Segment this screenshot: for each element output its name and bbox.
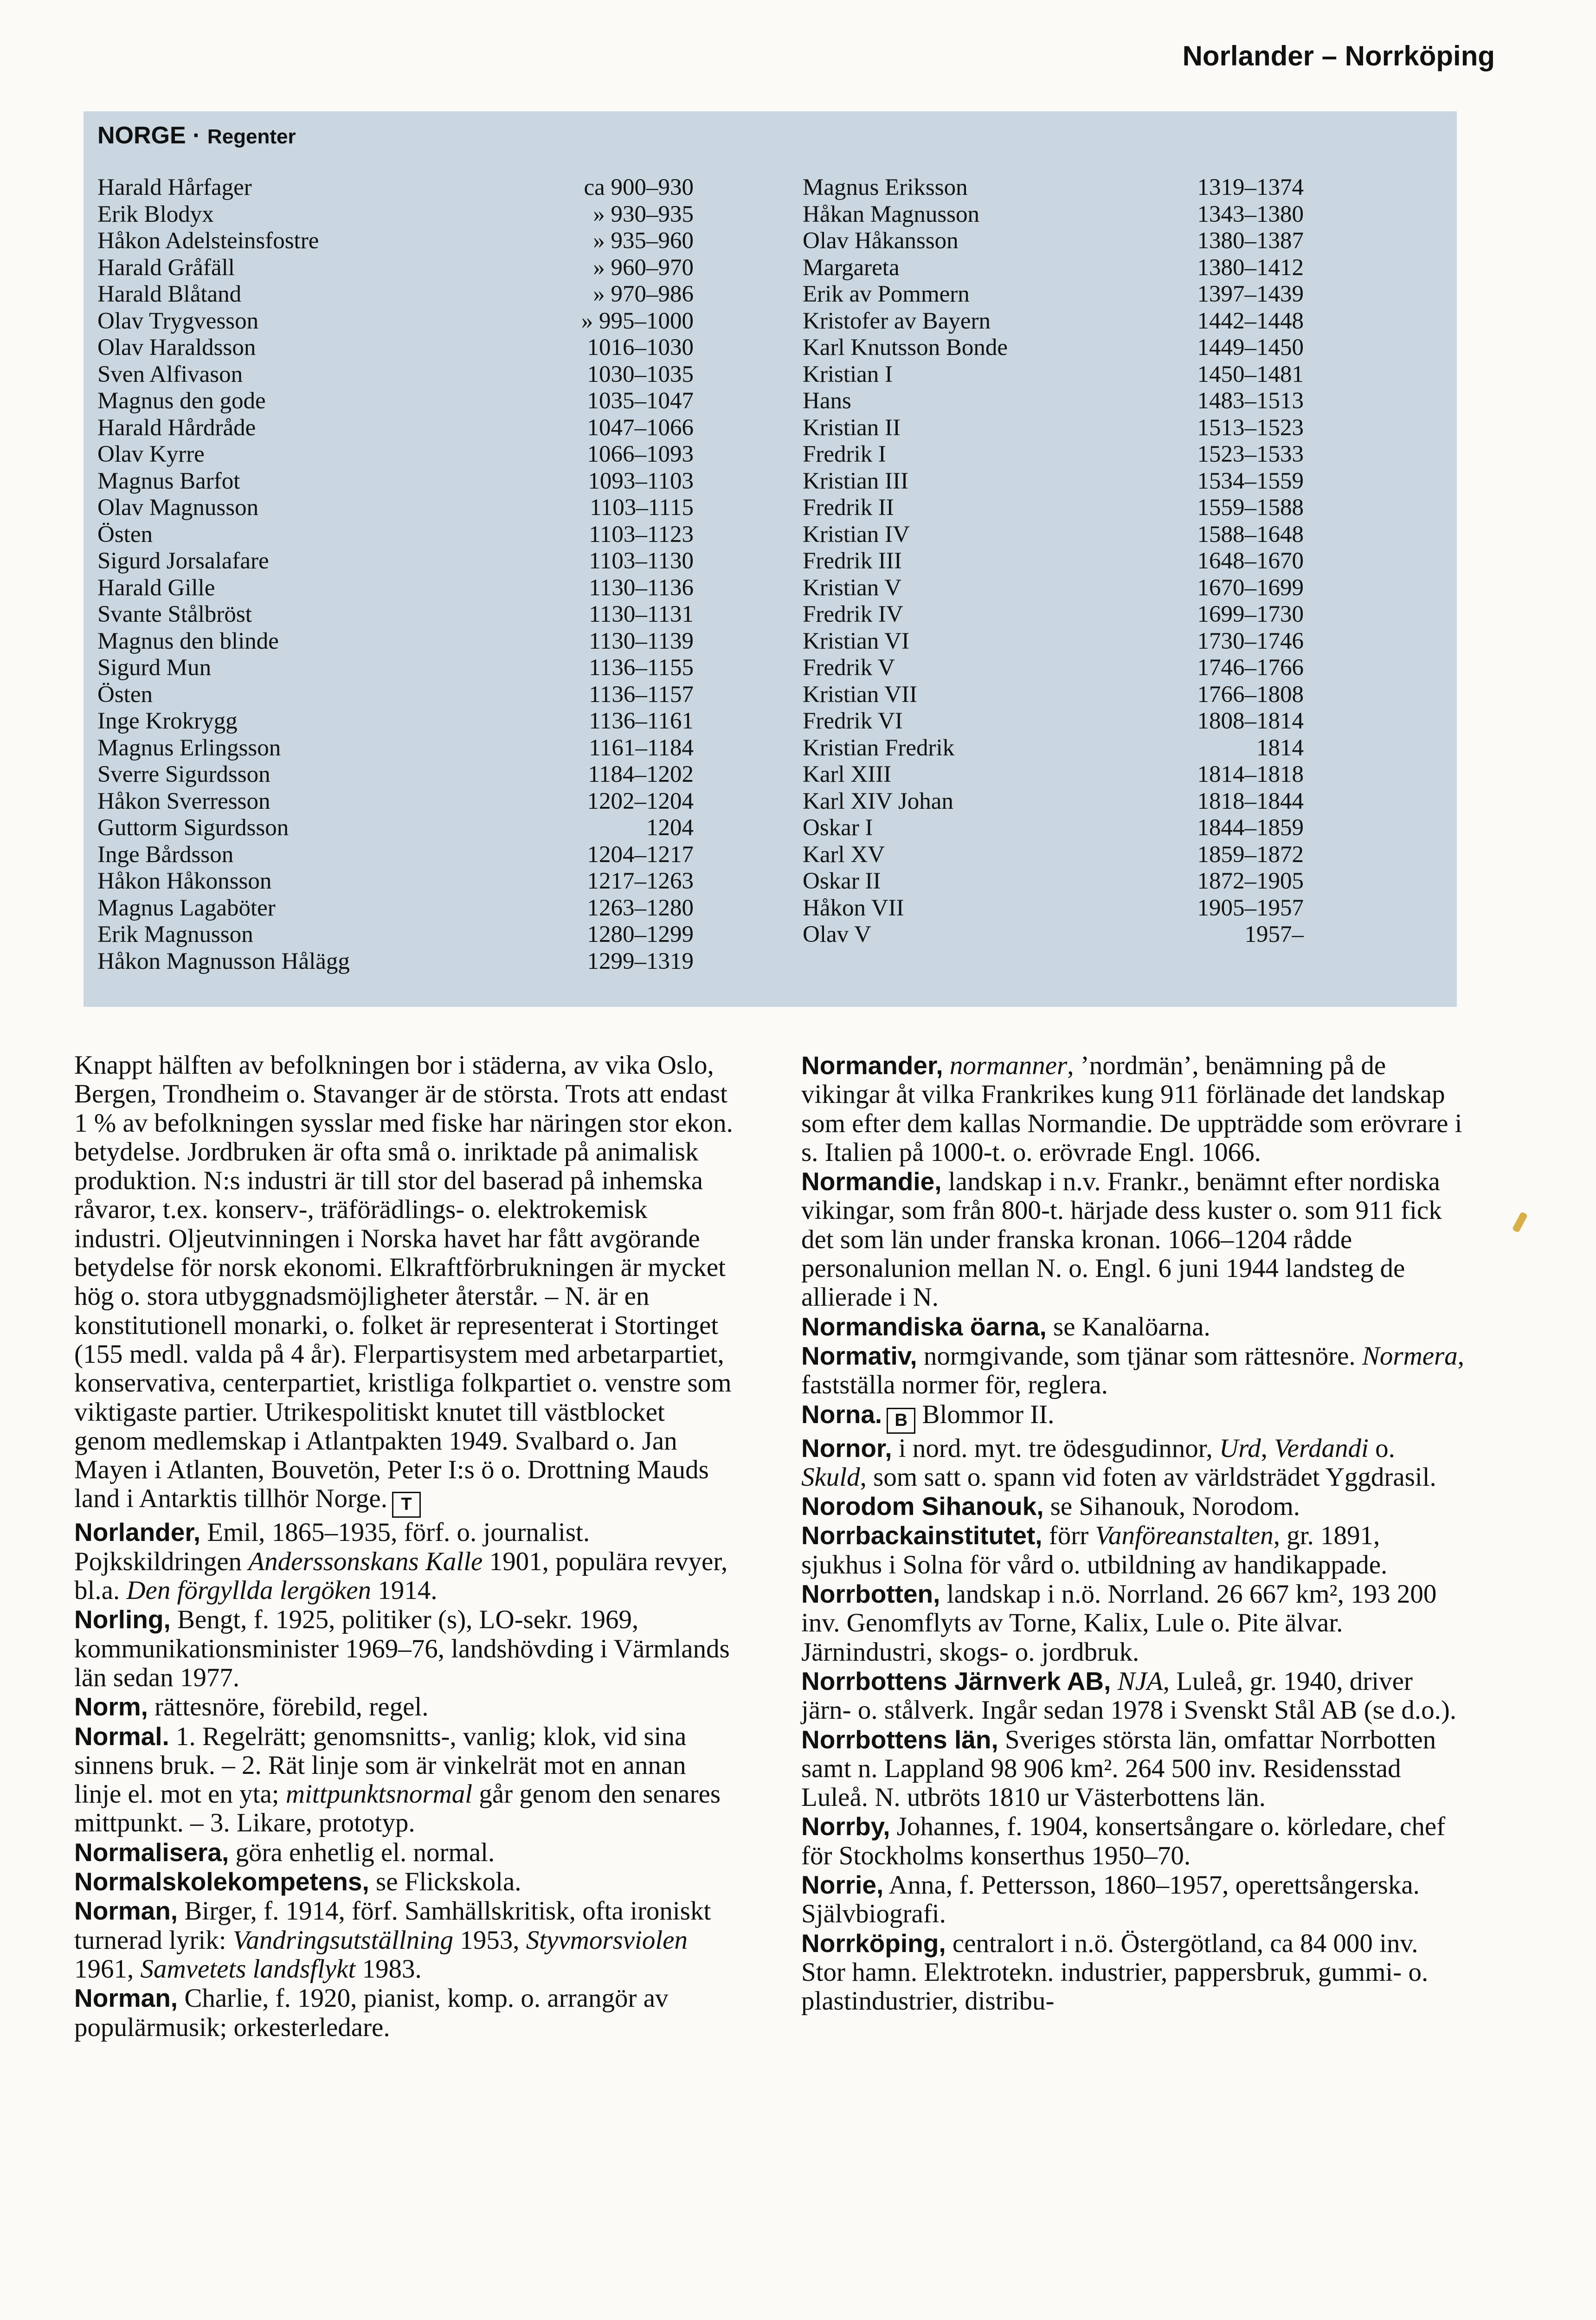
- regent-name: Harald Blåtand: [97, 281, 242, 307]
- regent-name: Fredrik I: [803, 441, 886, 467]
- dictionary-entry: [74, 1518, 738, 1605]
- dictionary-entry: [74, 1692, 738, 1721]
- entry-headword: Norman,: [74, 1896, 178, 1926]
- dictionary-entry: [74, 1867, 738, 1896]
- dictionary-entry: [801, 1492, 1465, 1521]
- regent-period: 1136–1157: [589, 681, 694, 708]
- entry-text: 1953,: [453, 1925, 526, 1955]
- dictionary-entry: [74, 1984, 738, 2042]
- text-column-right: [801, 1051, 1465, 2016]
- regent-period: 1588–1648: [1197, 521, 1304, 548]
- regent-period: 1263–1280: [587, 895, 694, 921]
- regent-name: Håkon Sverresson: [97, 788, 270, 814]
- regent-period: 1380–1387: [1197, 228, 1304, 254]
- regent-name: Guttorm Sigurdsson: [97, 815, 289, 841]
- entry-italic: Normera: [1362, 1341, 1458, 1371]
- regent-period: 1343–1380: [1197, 201, 1304, 227]
- regent-name: Inge Bårdsson: [97, 841, 234, 868]
- dictionary-entry: [801, 1400, 1465, 1434]
- regent-name: Håkon Håkonsson: [97, 868, 272, 894]
- regent-row: [803, 708, 1304, 735]
- regent-name: Erik Magnusson: [97, 922, 253, 947]
- regent-name: Margareta: [803, 254, 900, 281]
- regent-name: Karl XIII: [803, 761, 892, 787]
- regent-row: [803, 255, 1304, 282]
- regent-period: 1449–1450: [1197, 335, 1304, 361]
- dictionary-entry: [801, 1341, 1465, 1400]
- regent-row: [803, 922, 1304, 948]
- entry-text: 1914.: [371, 1576, 438, 1605]
- regent-name: Kristofer av Bayern: [803, 308, 991, 334]
- regent-row: [803, 308, 1304, 335]
- regent-row: [803, 895, 1304, 922]
- regent-row: [97, 708, 694, 735]
- regent-name: Svante Stålbröst: [97, 601, 252, 627]
- entry-text: landskap i n.v. Frankr., benämnt efter nordiska vikingar, som från 800-t. härjade dess kuster o. som 911 fick det som län under franska kronan. 1066–1204 rådde personalunion mellan N. o. Engl. 6 juni 1944 landsteg de allierade i N.: [801, 1167, 1442, 1312]
- regent-name: Håkon Magnusson Hålägg: [97, 948, 350, 974]
- margin-mark: [1512, 1212, 1528, 1233]
- regent-row: [803, 601, 1304, 628]
- regent-period: » 960–970: [593, 254, 694, 281]
- regent-name: Kristian VI: [803, 628, 909, 654]
- regent-name: Olav Haraldsson: [97, 335, 256, 361]
- regent-name: Håkan Magnusson: [803, 201, 980, 227]
- entry-headword: Normativ,: [801, 1341, 917, 1370]
- regent-name: Magnus Erlingsson: [97, 735, 281, 761]
- entry-text: [1111, 1667, 1117, 1696]
- regent-period: » 930–935: [593, 201, 694, 227]
- regent-period: 1217–1263: [587, 868, 694, 894]
- regent-row: [97, 735, 694, 762]
- regent-row: [803, 174, 1304, 201]
- regent-period: 1957–: [1244, 922, 1304, 947]
- entry-headword: Norman,: [74, 1984, 178, 2013]
- dictionary-entry: [801, 1667, 1465, 1725]
- regent-row: [97, 495, 694, 522]
- regent-name: Karl Knutsson Bonde: [803, 335, 1008, 361]
- entry-italic: Den förgyllda lergöken: [126, 1576, 372, 1605]
- regent-period: 1523–1533: [1197, 441, 1304, 467]
- dictionary-entry: [74, 1722, 738, 1838]
- regent-name: Kristian IV: [803, 521, 910, 548]
- regent-row: [97, 468, 694, 495]
- entry-text: Charlie, f. 1920, pianist, komp. o. arrangör av populärmusik; orkesterledare.: [74, 1984, 669, 2042]
- entry-italic: Skuld: [801, 1462, 860, 1492]
- regent-row: [803, 735, 1304, 762]
- entry-text: , Luleå, gr. 1940, driver järn- o. stålverk. Ingår sedan 1978 i Svenskt Stål AB (se d.o.).: [801, 1666, 1457, 1725]
- entry-text: Emil, 1865–1935, förf. o. journalist. Pojkskildringen: [74, 1518, 590, 1576]
- entry-italic: normanner: [949, 1051, 1068, 1080]
- regent-row: [97, 895, 694, 922]
- regent-row: [803, 842, 1304, 869]
- regent-row: [97, 761, 694, 788]
- dictionary-entry: [74, 1838, 738, 1867]
- entry-text: rättesnöre, förebild, regel.: [148, 1692, 429, 1722]
- dictionary-entry: [801, 1929, 1465, 2016]
- regent-period: 1202–1204: [587, 788, 694, 814]
- regent-period: 1534–1559: [1197, 468, 1304, 494]
- regent-name: Kristian I: [803, 361, 893, 387]
- entry-headword: Norling,: [74, 1605, 171, 1634]
- regent-period: 1670–1699: [1197, 574, 1304, 601]
- entry-italic: Verdandi: [1274, 1433, 1369, 1463]
- dictionary-entry: [801, 1725, 1465, 1812]
- regent-period: 1808–1814: [1197, 708, 1304, 734]
- dictionary-entry: [801, 1812, 1465, 1870]
- entry-headword: Normalisera,: [74, 1837, 229, 1867]
- regent-period: 1844–1859: [1197, 815, 1304, 841]
- entry-text: 1961,: [74, 1954, 141, 1984]
- entry-text: förr: [1042, 1521, 1095, 1551]
- entry-text: går genom den senares mittpunkt. – 3. Likare, prototyp.: [74, 1779, 721, 1838]
- regent-row: [803, 868, 1304, 895]
- entry-text: se Flickskola.: [369, 1867, 521, 1897]
- regent-name: Sigurd Mun: [97, 655, 212, 681]
- regent-row: [97, 415, 694, 442]
- regent-period: 1030–1035: [587, 361, 694, 387]
- regent-period: 1746–1766: [1197, 655, 1304, 681]
- regent-name: Fredrik VI: [803, 708, 903, 734]
- regent-period: 1103–1123: [589, 521, 694, 548]
- entry-headword: Normalskolekompetens,: [74, 1867, 369, 1896]
- regent-name: Karl XIV Johan: [803, 788, 953, 814]
- regent-period: 1204–1217: [587, 841, 694, 868]
- regent-period: 1483–1513: [1197, 388, 1304, 414]
- entry-headword: Norrby,: [801, 1812, 890, 1841]
- regent-period: 1559–1588: [1197, 495, 1304, 521]
- regent-row: [97, 815, 694, 842]
- norge-article-continuation: [74, 1051, 738, 1518]
- entries-left: [74, 1518, 738, 2042]
- regent-period: 1648–1670: [1197, 548, 1304, 574]
- regent-row: [97, 522, 694, 548]
- regent-row: [803, 361, 1304, 388]
- entry-text: se Sihanouk, Norodom.: [1043, 1492, 1300, 1521]
- regent-name: Fredrik II: [803, 495, 894, 521]
- regent-period: 1442–1448: [1197, 308, 1304, 334]
- regent-row: [803, 228, 1304, 255]
- regent-name: Harald Gråfäll: [97, 254, 235, 281]
- regent-period: 1814–1818: [1197, 761, 1304, 787]
- indicator-t-icon: T: [392, 1492, 421, 1518]
- entry-headword: Normandie,: [801, 1167, 942, 1196]
- regent-name: Oskar I: [803, 815, 873, 841]
- regent-name: Harald Gille: [97, 574, 215, 601]
- regent-period: 1161–1184: [589, 735, 694, 761]
- dictionary-entry: [801, 1521, 1465, 1579]
- regent-row: [97, 255, 694, 282]
- regent-row: [97, 655, 694, 682]
- regent-name: Harald Hårfager: [97, 174, 252, 200]
- dictionary-entry: [74, 1896, 738, 1984]
- regent-row: [97, 308, 694, 335]
- regent-name: Sigurd Jorsalafare: [97, 548, 269, 574]
- entry-text: , gr. 1891, sjukhus i Solna för vård o. utbildning av handikappade.: [801, 1521, 1388, 1579]
- regent-period: 1136–1161: [589, 708, 694, 734]
- regents-list-right: [803, 174, 1304, 948]
- regent-row: [803, 468, 1304, 495]
- regent-row: [803, 388, 1304, 415]
- regent-period: 1093–1103: [588, 468, 694, 494]
- regent-name: Fredrik V: [803, 655, 895, 681]
- entry-text: Johannes, f. 1904, konsertsångare o. körledare, chef för Stockholms konserthus 1950–70.: [801, 1812, 1446, 1870]
- regent-row: [803, 281, 1304, 308]
- regent-name: Kristian VII: [803, 681, 917, 708]
- regent-period: 1513–1523: [1197, 414, 1304, 441]
- entry-text: , ’nordmän’, benämning på de vikingar åt vilka Frankrikes kung 911 förlänade det landskap som efter dem kallas Normandie. De uppträdde som erövrare i s. Italien på 1000-t. o. erövrade Engl. 1066.: [801, 1051, 1462, 1167]
- regent-period: 1130–1136: [589, 574, 694, 601]
- regents-country: NORGE: [97, 122, 186, 149]
- regent-name: Olav Trygvesson: [97, 308, 259, 334]
- dictionary-entry: [801, 1051, 1465, 1167]
- regent-period: 1016–1030: [587, 335, 694, 361]
- regent-period: 1184–1202: [588, 761, 694, 787]
- regent-name: Kristian II: [803, 414, 901, 441]
- regent-period: 1204: [646, 815, 694, 841]
- entry-text: o.: [1368, 1433, 1395, 1463]
- regent-row: [97, 281, 694, 308]
- regent-period: 1814: [1256, 735, 1304, 761]
- entry-headword: Norm,: [74, 1692, 148, 1721]
- regent-row: [97, 335, 694, 361]
- entry-italic: Anderssonskans Kalle: [248, 1547, 483, 1576]
- regent-name: Inge Krokrygg: [97, 708, 238, 734]
- regent-name: Östen: [97, 521, 153, 548]
- regent-row: [803, 548, 1304, 575]
- regent-name: Olav Kyrre: [97, 441, 205, 467]
- entry-headword: Norodom Sihanouk,: [801, 1492, 1044, 1521]
- dictionary-entry: [801, 1579, 1465, 1667]
- regent-row: [97, 842, 694, 869]
- entry-headword: Norna.: [801, 1399, 882, 1429]
- entry-italic: mittpunktsnormal: [285, 1779, 473, 1809]
- regent-period: 1905–1957: [1197, 895, 1304, 921]
- regent-name: Harald Hårdråde: [97, 414, 256, 441]
- regents-list-left: [97, 174, 694, 975]
- entry-headword: Norrbackainstitutet,: [801, 1521, 1043, 1550]
- entry-text: landskap i n.ö. Norrland. 26 667 km², 193 200 inv. Genomflyts av Torne, Kalix, Lule o. Pite älvar. Järnindustri, skogs- o. jordbruk.: [801, 1579, 1437, 1667]
- regent-row: [803, 655, 1304, 682]
- regent-name: Sven Alfivason: [97, 361, 243, 387]
- regent-name: Magnus Lagaböter: [97, 895, 276, 921]
- entry-italic: NJA: [1117, 1666, 1163, 1696]
- regent-row: [803, 522, 1304, 548]
- regent-row: [97, 628, 694, 655]
- entry-text: 1901, populära revyer, bl.a.: [74, 1547, 728, 1605]
- regent-name: Olav Magnusson: [97, 495, 259, 521]
- entry-headword: Normander,: [801, 1051, 943, 1080]
- regent-row: [97, 361, 694, 388]
- regent-name: Östen: [97, 681, 153, 708]
- regent-period: 1047–1066: [587, 414, 694, 441]
- text-column-left: [74, 1051, 738, 2042]
- entry-text: Birger, f. 1914, förf. Samhällskritisk, ofta ironiskt turnerad lyrik:: [74, 1896, 711, 1955]
- regent-name: Olav V: [803, 922, 871, 947]
- regent-period: 1699–1730: [1197, 601, 1304, 627]
- regent-row: [97, 388, 694, 415]
- regent-row: [803, 788, 1304, 815]
- regent-row: [803, 441, 1304, 468]
- regent-name: Oskar II: [803, 868, 881, 894]
- dictionary-entry: [801, 1434, 1465, 1492]
- entry-text: [943, 1051, 950, 1080]
- regent-row: [97, 948, 694, 975]
- regent-period: » 970–986: [593, 281, 694, 307]
- regent-period: 1130–1131: [589, 601, 694, 627]
- regent-name: Kristian Fredrik: [803, 735, 955, 761]
- regent-row: [97, 788, 694, 815]
- regent-name: Magnus Eriksson: [803, 174, 968, 200]
- regent-name: Magnus Barfot: [97, 468, 240, 494]
- entries-right: [801, 1051, 1465, 2016]
- regent-period: 1130–1139: [589, 628, 694, 654]
- regent-period: 1299–1319: [587, 948, 694, 974]
- regent-name: Erik av Pommern: [803, 281, 970, 307]
- regent-row: [803, 575, 1304, 602]
- entry-text: Bengt, f. 1925, politiker (s), LO-sekr. 1969, kommunikationsminister 1969–76, landshövding i Värmlands län sedan 1977.: [74, 1605, 730, 1692]
- entry-text: 1. Regelrätt; genomsnitts-, vanlig; klok, vid sina sinnens bruk. – 2. Rät linje som är vinkelrät mot en annan linje el. mot en yta;: [74, 1721, 687, 1809]
- regents-separator: ·: [193, 122, 201, 149]
- regents-subtitle: Regenter: [207, 125, 296, 148]
- running-head: Norlander – Norrköping: [1182, 40, 1495, 71]
- entry-text: , som satt o. spann vid foten av världsträdet Yggdrasil.: [860, 1462, 1436, 1492]
- regents-box: [84, 111, 1457, 1007]
- entry-text: Anna, f. Pettersson, 1860–1957, operettsångerska. Självbiografi.: [801, 1870, 1420, 1929]
- regent-name: Kristian V: [803, 574, 901, 601]
- regent-period: 1380–1412: [1197, 254, 1304, 281]
- regent-name: Magnus den gode: [97, 388, 266, 414]
- entry-headword: Norrbottens län,: [801, 1725, 998, 1754]
- regent-row: [803, 335, 1304, 361]
- regent-row: [97, 548, 694, 575]
- entry-text: Blommor II.: [915, 1399, 1055, 1429]
- entry-italic: Styvmorsviolen: [526, 1925, 688, 1955]
- regent-name: Magnus den blinde: [97, 628, 279, 654]
- indicator-b-icon: B: [887, 1408, 915, 1434]
- entry-headword: Normal.: [74, 1721, 169, 1751]
- regent-row: [803, 815, 1304, 842]
- regent-row: [803, 682, 1304, 709]
- regent-period: 1818–1844: [1197, 788, 1304, 814]
- entry-headword: Normandiska öarna,: [801, 1312, 1047, 1341]
- entry-headword: Norrie,: [801, 1870, 884, 1900]
- entry-text: 1983.: [355, 1954, 422, 1984]
- regent-row: [97, 575, 694, 602]
- entry-text: i nord. myt. tre ödesgudinnor,: [892, 1433, 1219, 1463]
- dictionary-entry: [801, 1312, 1465, 1341]
- regent-name: Fredrik IV: [803, 601, 903, 627]
- regent-name: Håkon Adelsteinsfostre: [97, 228, 319, 254]
- regent-period: 1730–1746: [1197, 628, 1304, 654]
- regent-row: [97, 201, 694, 228]
- regent-row: [97, 601, 694, 628]
- regent-period: 1103–1130: [589, 548, 694, 574]
- entry-headword: Norrbottens Järnverk AB,: [801, 1666, 1111, 1695]
- regent-row: [97, 682, 694, 709]
- regent-name: Kristian III: [803, 468, 909, 494]
- regent-row: [803, 415, 1304, 442]
- entry-text: centralort i n.ö. Östergötland, ca 84 000 inv. Stor hamn. Elektrotekn. industrier, pappersbruk, gummi- o. plastindustrier, distribu-: [801, 1928, 1429, 2016]
- regent-row: [803, 201, 1304, 228]
- regent-period: 1136–1155: [589, 655, 694, 681]
- regent-row: [97, 868, 694, 895]
- regent-period: ca 900–930: [584, 174, 694, 200]
- entry-text: Sveriges största län, omfattar Norrbotten samt n. Lappland 98 906 km². 264 500 inv. Residensstad Luleå. N. utbröts 1810 ur Västerbottens län.: [801, 1725, 1436, 1812]
- regent-row: [97, 228, 694, 255]
- regent-row: [803, 495, 1304, 522]
- regent-row: [803, 628, 1304, 655]
- entry-italic: Urd: [1219, 1433, 1261, 1463]
- regent-period: 1035–1047: [587, 388, 694, 414]
- entry-italic: Vanföreanstalten: [1095, 1521, 1274, 1551]
- entry-text: ,: [1261, 1433, 1274, 1463]
- regent-row: [97, 174, 694, 201]
- regent-period: 1397–1439: [1197, 281, 1304, 307]
- regent-period: 1103–1115: [590, 495, 694, 521]
- entry-text: , fastställa normer för, reglera.: [801, 1341, 1464, 1400]
- entry-headword: Nornor,: [801, 1433, 892, 1463]
- regent-period: 1872–1905: [1197, 868, 1304, 894]
- regents-title: [97, 122, 296, 149]
- regent-row: [97, 922, 694, 948]
- dictionary-entry: [801, 1167, 1465, 1312]
- regent-name: Olav Håkansson: [803, 228, 959, 254]
- regent-name: Sverre Sigurdsson: [97, 761, 270, 787]
- entry-italic: Samvetets landsflykt: [140, 1954, 356, 1984]
- regent-period: 1859–1872: [1197, 841, 1304, 868]
- regent-row: [803, 761, 1304, 788]
- regent-period: 1766–1808: [1197, 681, 1304, 708]
- regent-period: 1450–1481: [1197, 361, 1304, 387]
- regent-period: 1066–1093: [587, 441, 694, 467]
- entry-italic: Vandringsutställning: [232, 1925, 453, 1955]
- regent-period: 1319–1374: [1197, 174, 1304, 200]
- regent-name: Hans: [803, 388, 851, 414]
- entry-headword: Norrbotten,: [801, 1579, 940, 1609]
- entry-text: normgivande, som tjänar som rättesnöre.: [917, 1341, 1362, 1371]
- regent-period: » 935–960: [593, 228, 694, 254]
- regent-row: [97, 441, 694, 468]
- regent-name: Håkon VII: [803, 895, 904, 921]
- dictionary-entry: [74, 1605, 738, 1692]
- entry-headword: Norrköping,: [801, 1928, 946, 1958]
- norge-text: Knappt hälften av befolkningen bor i städerna, av vika Oslo, Bergen, Trondheim o. Stavanger är de största. Trots att endast 1 % av befolkningen sysslar med fiske har näringen stor ekon. betydelse. Jordbruken är ofta små o. inriktade på animalisk produktion. N:s industri är till stor del baserad på inhemska råvaror, t.ex. konserv-, träförädlings- o. elektrokemisk industri. Oljeutvinningen i Norska havet har fått avgörande betydelse för norsk ekonomi. Elkraftförbrukningen är mycket hög o. stora utbyggnadsmöjligheter återstår. – N. är en konstitutionell monarki, o. folket är representerat i Stortinget (155 medl. valda på 4 år). Flerpartisystem med arbetarpartiet, konservativa, centerpartiet, kristliga folkpartiet o. venstre som viktigaste partier. Utrikespolitiskt knutet till västblocket genom medlemskap i Atlantpakten 1949. Svalbard o. Jan Mayen i Atlanten, Bouvetön, Peter I:s ö o. Drottning Mauds land i Antarktis tillhör Norge.: [74, 1050, 733, 1514]
- entry-text: göra enhetlig el. normal.: [229, 1837, 495, 1867]
- regent-name: Erik Blodyx: [97, 201, 214, 227]
- dictionary-entry: [801, 1870, 1465, 1929]
- regent-period: » 995–1000: [581, 308, 694, 334]
- regent-name: Karl XV: [803, 841, 885, 868]
- entry-headword: Norlander,: [74, 1518, 201, 1547]
- regent-name: Fredrik III: [803, 548, 902, 574]
- regent-period: 1280–1299: [587, 922, 694, 947]
- entry-text: se Kanalöarna.: [1046, 1312, 1210, 1341]
